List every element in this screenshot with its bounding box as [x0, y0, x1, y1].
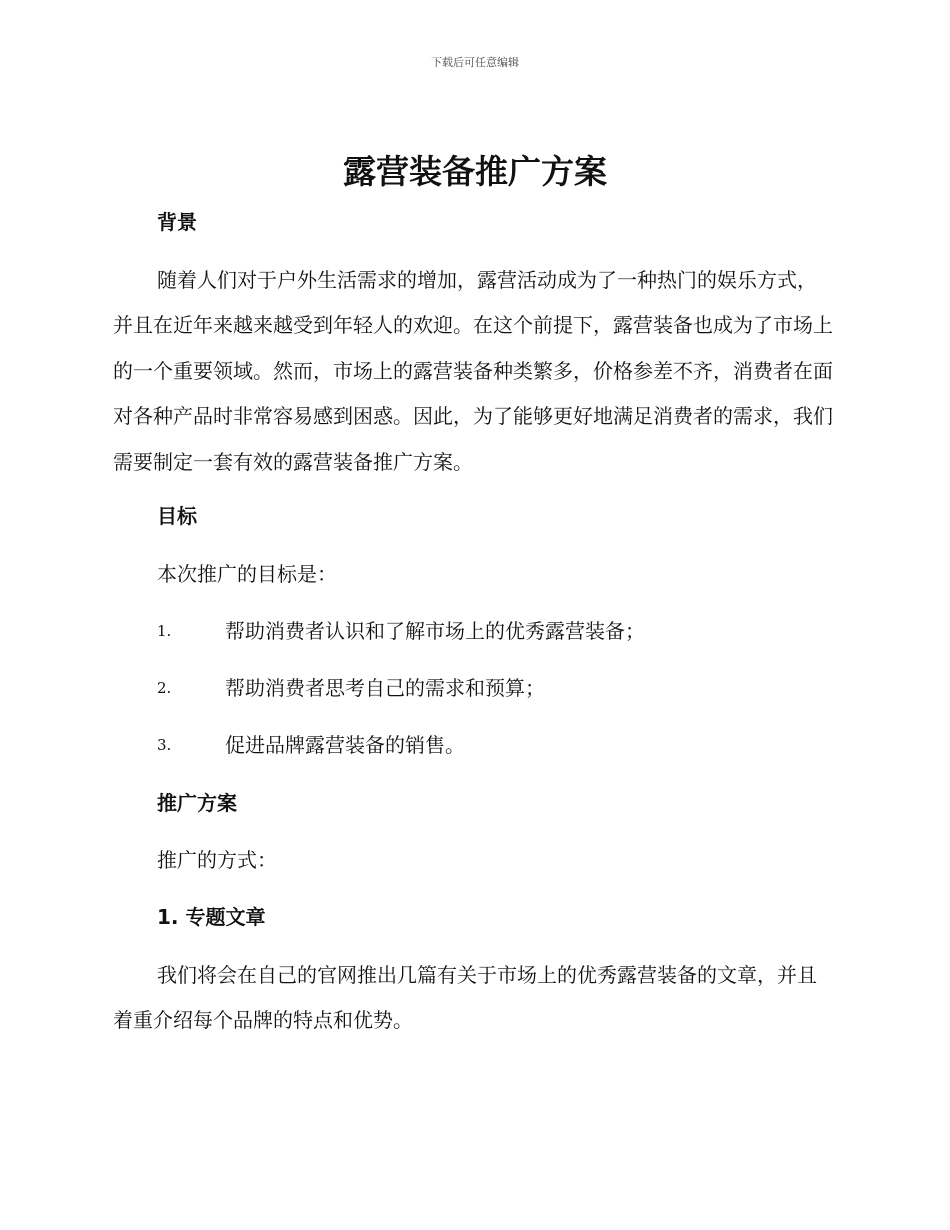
- list-text: 帮助消费者思考自己的需求和预算；: [225, 676, 545, 700]
- document-title: 露营装备推广方案: [343, 152, 607, 191]
- plan-intro: 推广的方式：: [157, 848, 277, 872]
- list-text: 帮助消费者认识和了解市场上的优秀露营装备；: [225, 619, 645, 643]
- list-number: 2.: [157, 679, 172, 697]
- goals-intro: 本次推广的目标是：: [157, 562, 337, 586]
- section-heading-goals: 目标: [157, 504, 197, 528]
- plan-paragraph: 我们将会在自己的官网推出几篇有关于市场上的优秀露营装备的文章，并且着重介绍每个品牌的特点和优势。: [113, 963, 817, 1033]
- section-heading-plan: 推广方案: [157, 791, 237, 815]
- background-paragraph: 随着人们对于户外生活需求的增加，露营活动成为了一种热门的娱乐方式，并且在近年来越来越受到年轻人的欢迎。在这个前提下，露营装备也成为了市场上的一个重要领域。然而，市场上的露营装备种类繁多，价格参差不齐，消费者在面对各种产品时非常容易感到困惑。因此，为了能够更好地满足消费者的需求，我们需要制定一套有效的露营装备推广方案。: [113, 268, 833, 474]
- list-number: 1.: [157, 622, 172, 640]
- list-text: 促进品牌露营装备的销售。: [225, 733, 465, 757]
- subheading-feature-articles: 1. 专题文章: [157, 905, 266, 929]
- section-heading-background: 背景: [157, 210, 197, 234]
- list-number: 3.: [157, 736, 172, 754]
- header-note: 下载后可任意编辑: [431, 56, 519, 69]
